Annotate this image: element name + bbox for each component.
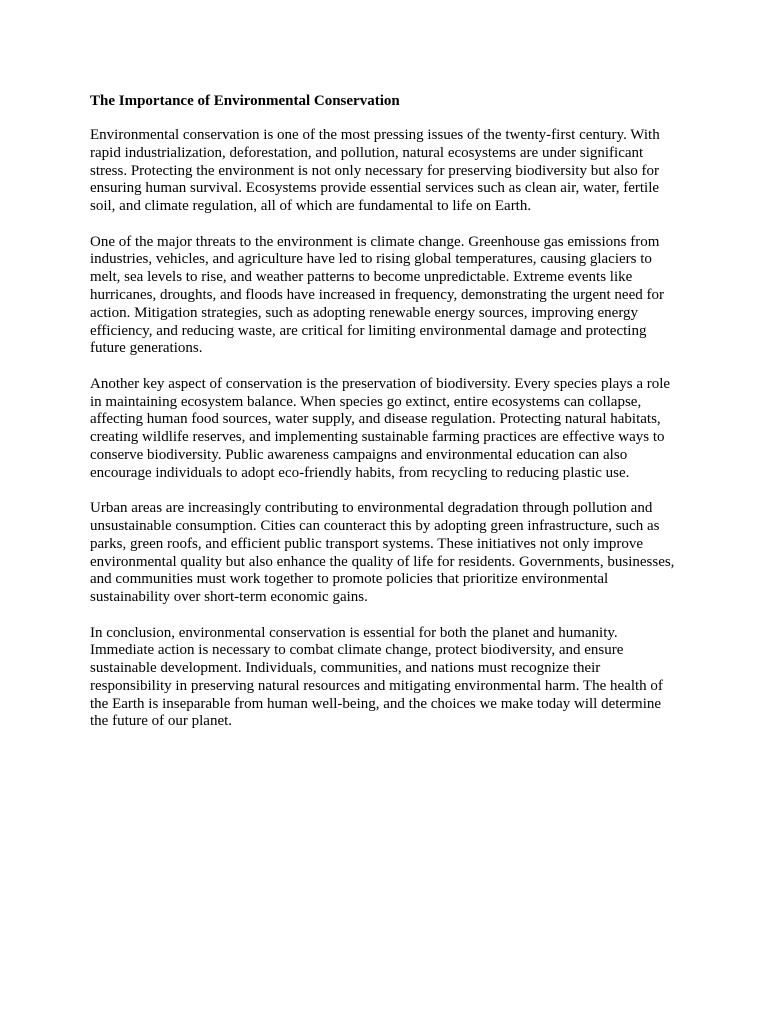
- paragraph-biodiversity: Another key aspect of conservation is the preservation of biodiversity. Every species plays a role in maintaining ecosystem balance. When species go extinct, entire ecosystems can collapse, affecting human food sources, water supply, and disease regulation. Protecting natural habitats, creating wildlife reserves, and implementing sustainable farming practices are effective ways to conserve biodiversity. Public awareness campaigns and environmental education can also encourage individuals to adopt eco-friendly habits, from recycling to reducing plastic use.: [90, 375, 671, 481]
- paragraph-climate-change: One of the major threats to the environment is climate change. Greenhouse gas emissions from industries, vehicles, and agriculture have led to rising global temperatures, causing glaciers to melt, sea levels to rise, and weather patterns to become unpredictable. Extreme events like hurricanes, droughts, and floods have increased in frequency, demonstrating the urgent need for action. Mitigation strategies, such as adopting renewable energy sources, improving energy efficiency, and reducing waste, are critical for limiting environmental damage and protecting future generations.: [90, 233, 664, 357]
- paragraph-urban-areas: Urban areas are increasingly contributing to environmental degradation through pollution and unsustainable consumption. Cities can counteract this by adopting green infrastructure, such as parks, green roofs, and efficient public transport systems. These initiatives not only improve environmental quality but also enhance the quality of life for residents. Governments, businesses, and communities must work together to promote policies that prioritize environmental sustainability over short-term economic gains.: [90, 500, 675, 606]
- document-title: The Importance of Environmental Conservation: [90, 93, 400, 109]
- paragraph-conclusion: In conclusion, environmental conservation is essential for both the planet and humanity. Immediate action is necessary to combat climate change, protect biodiversity, and ensure sustainable development. Individuals, communities, and nations must recognize their responsibility in preserving natural resources and mitigating environmental harm. The health of the Earth is inseparable from human well-being, and the choices we make today will determine the future of our planet.: [90, 624, 663, 730]
- paragraph-introduction: Environmental conservation is one of the most pressing issues of the twenty-first century. With rapid industrialization, deforestation, and pollution, natural ecosystems are under significant stress. Protecting the environment is not only necessary for preserving biodiversity but also for ensuring human survival. Ecosystems provide essential services such as clean air, water, fertile soil, and climate regulation, all of which are fundamental to life on Earth.: [90, 127, 660, 215]
